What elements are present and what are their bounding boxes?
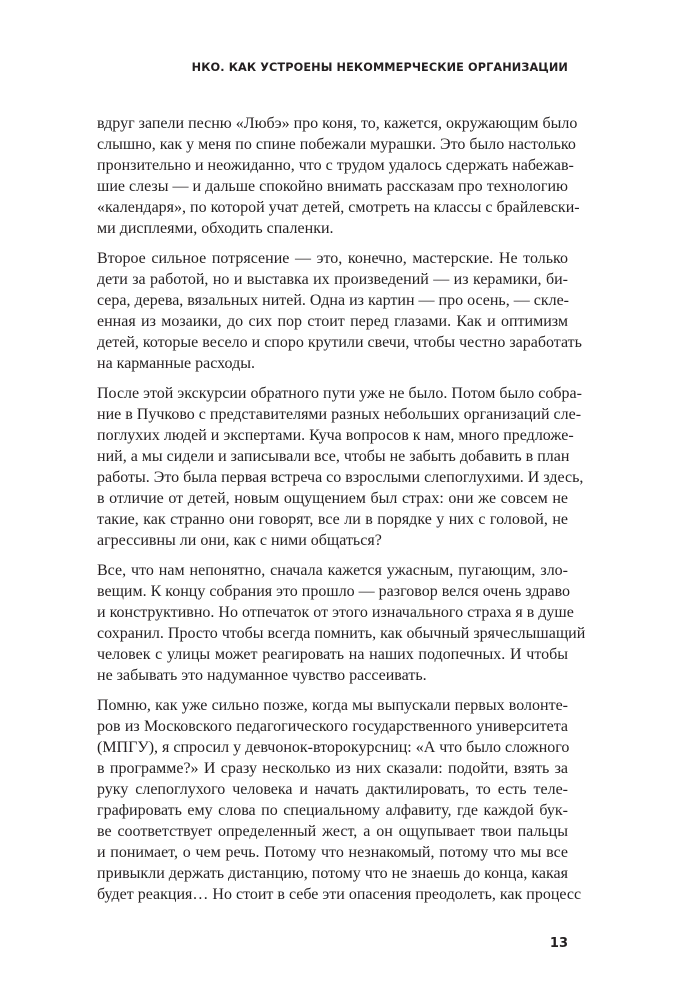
text-line: графировать ему слова по специальному алфавиту, где каждой бук- bbox=[97, 802, 568, 819]
text-line: ми дисплеями, обходить спаленки. bbox=[97, 220, 334, 237]
paragraph bbox=[97, 113, 580, 239]
text-line: привыкли держать дистанцию, потому что не знаешь до конца, какая bbox=[97, 865, 568, 882]
running-header: НКО. КАК УСТРОЕНЫ НЕКОММЕРЧЕСКИЕ ОРГАНИЗАЦИИ bbox=[191, 61, 568, 74]
text-line: и конструктивно. Но отпечаток от этого изначального страха я в душе bbox=[97, 604, 574, 621]
text-line: После этой экскурсии обратного пути уже не было. Потом было собра- bbox=[97, 385, 582, 402]
text-line: поглухих людей и экспертами. Куча вопросов к нам, много предложе- bbox=[97, 427, 574, 444]
text-line: на карманные расходы. bbox=[97, 355, 255, 372]
text-line: сера, дерева, вязальных нитей. Одна из картин — про осень, — скле- bbox=[97, 292, 570, 309]
paragraph bbox=[97, 695, 582, 905]
text-line: ний, а мы сидели и записывали все, чтобы не забыть добавить в план bbox=[97, 448, 570, 465]
text-line: детей, которые весело и споро крутили свечи, чтобы честно заработать bbox=[97, 334, 582, 351]
text-line: Второе сильное потрясение — это, конечно, мастерские. Не только bbox=[97, 250, 568, 267]
text-line: ве соответствует определенный жест, а он ощупывает твои пальцы bbox=[97, 823, 568, 840]
text-line: сохранил. Просто чтобы всегда помнить, как обычный зрячеслышащий bbox=[97, 625, 586, 642]
paragraph bbox=[97, 248, 582, 374]
text-line: пронзительно и неожиданно, что с трудом удалось сдержать набежав- bbox=[97, 157, 574, 174]
text-line: слышно, как у меня по спине побежали мурашки. Это было настолько bbox=[97, 136, 576, 153]
text-line: такие, как странно они говорят, все ли в порядке у них с головой, не bbox=[97, 511, 568, 528]
text-line: и понимает, о чем речь. Потому что незнакомый, потому что мы все bbox=[97, 844, 568, 861]
text-line: шие слезы — и дальше спокойно внимать рассказам про технологию bbox=[97, 178, 568, 195]
text-line: вещим. К концу собрания это прошло — разговор велся очень здраво bbox=[97, 583, 571, 600]
text-line: работы. Это была первая встреча со взрослыми слепоглухими. И здесь, bbox=[97, 469, 584, 486]
text-line: в отличие от детей, новым ощущением был страх: они же совсем не bbox=[97, 490, 568, 507]
text-line: Все, что нам непонятно, сначала кажется ужасным, пугающим, зло- bbox=[97, 562, 568, 579]
text-line: енная из мозаики, до сих пор стоит перед глазами. Как и оптимизм bbox=[97, 313, 568, 330]
page-number: 13 bbox=[549, 936, 568, 951]
paragraph bbox=[97, 383, 584, 551]
text-line: человек с улицы может реагировать на наших подопечных. И чтобы bbox=[97, 646, 568, 663]
text-line: в программе?» И сразу несколько из них сказали: подойти, взять за bbox=[97, 760, 568, 777]
text-line: будет реакция… Но стоит в себе эти опасения преодолеть, как процесс bbox=[97, 886, 582, 903]
text-line: Помню, как уже сильно позже, когда мы выпускали первых волонте- bbox=[97, 697, 568, 714]
text-line: дети за работой, но и выставка их произведений — из керамики, би- bbox=[97, 271, 568, 288]
text-line: руку слепоглухого человека и начать дактилировать, то есть теле- bbox=[97, 781, 568, 798]
text-line: «календаря», по которой учат детей, смотреть на классы с брайлевски- bbox=[97, 199, 580, 216]
text-line: ров из Московского педагогического государственного университета bbox=[97, 718, 568, 735]
paragraph bbox=[97, 560, 586, 686]
text-line: агрессивны ли они, как с ними общаться? bbox=[97, 532, 382, 549]
body-text bbox=[97, 113, 586, 914]
text-line: ние в Пучково с представителями разных небольших организаций сле- bbox=[97, 406, 582, 423]
text-line: вдруг запели песню «Любэ» про коня, то, кажется, окружающим было bbox=[97, 115, 578, 132]
text-line: не забывать это надуманное чувство рассеивать. bbox=[97, 667, 427, 684]
text-line: (МПГУ), я спросил у девчонок-второкурсниц: «А что было сложного bbox=[97, 739, 570, 756]
